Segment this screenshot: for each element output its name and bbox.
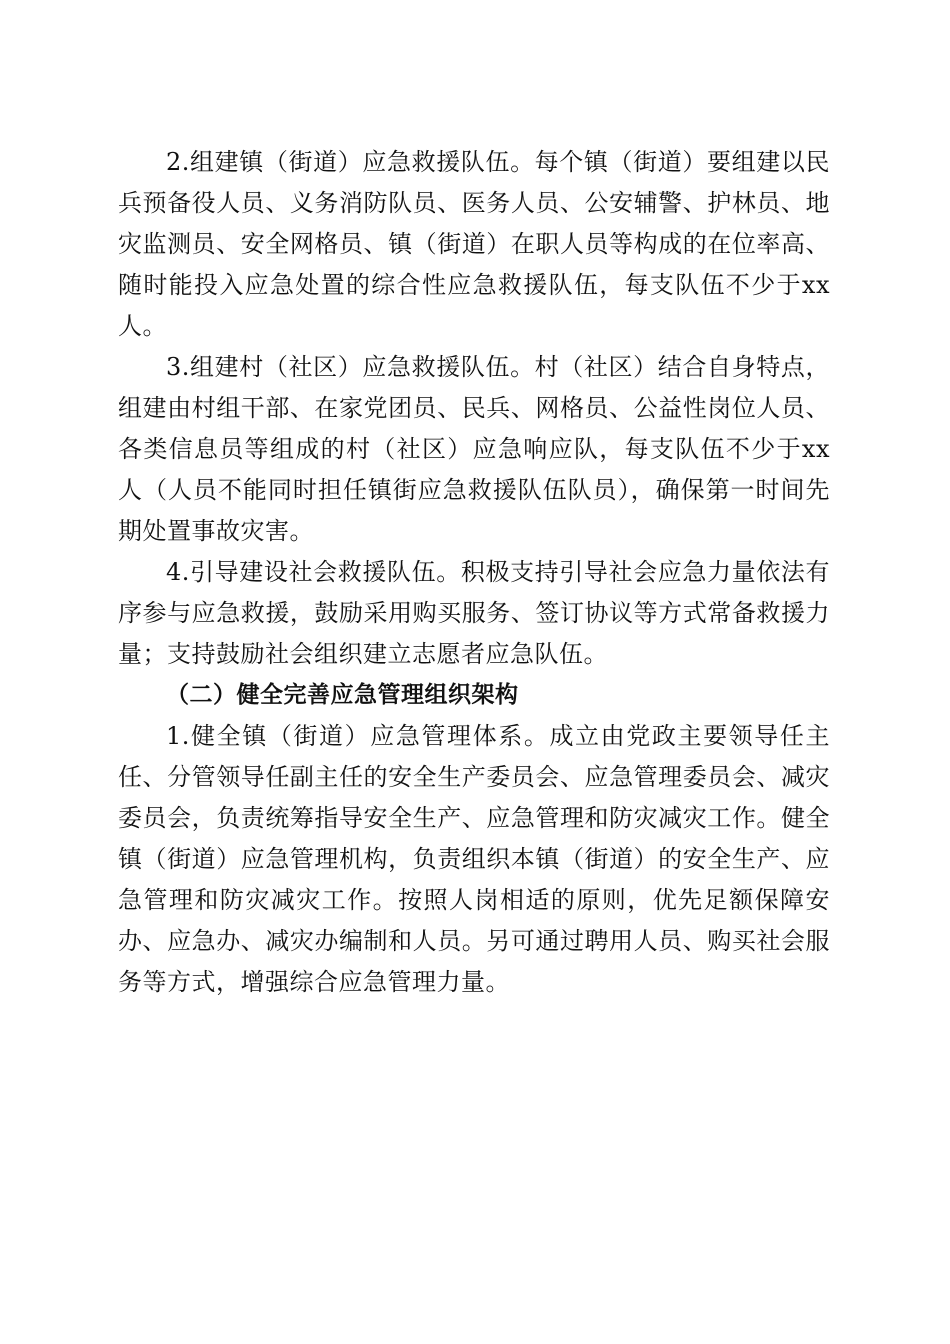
paragraph-management-system: 1.健全镇（街道）应急管理体系。成立由党政主要领导任主任、分管领导任副主任的安全生产委员会、应急管理委员会、减灾委员会，负责统筹指导安全生产、应急管理和防灾减灾工作。健全镇（街道）应急管理机构，负责组织本镇（街道）的安全生产、应急管理和防灾减灾工作。按照人岗相适的原则，优先足额保障安办、应急办、减灾办编制和人员。另可通过聘用人员、购买社会服务等方式，增强综合应急管理力量。 <box>118 722 830 996</box>
paragraph-village-rescue-team: 3.组建村（社区）应急救援队伍。村（社区）结合自身特点，组建由村组干部、在家党团员、民兵、网格员、公益性岗位人员、各类信息员等组成的村（社区）应急响应队，每支队伍不少于xx人（人员不能同时担任镇街应急救援队伍队员），确保第一时间先期处置事故灾害。 <box>118 353 830 545</box>
paragraph-township-rescue-team: 2.组建镇（街道）应急救援队伍。每个镇（街道）要组建以民兵预备役人员、义务消防队员、医务人员、公安辅警、护林员、地灾监测员、安全网格员、镇（街道）在职人员等构成的在位率高、随时能投入应急处置的综合性应急救援队伍，每支队伍不少于xx人。 <box>118 148 830 340</box>
section-heading-organization: （二）健全完善应急管理组织架构 <box>166 682 519 708</box>
paragraph-social-rescue-team: 4.引导建设社会救援队伍。积极支持引导社会应急力量依法有序参与应急救援，鼓励采用购买服务、签订协议等方式常备救援力量；支持鼓励社会组织建立志愿者应急队伍。 <box>118 558 830 668</box>
document-body <box>118 142 830 1003</box>
